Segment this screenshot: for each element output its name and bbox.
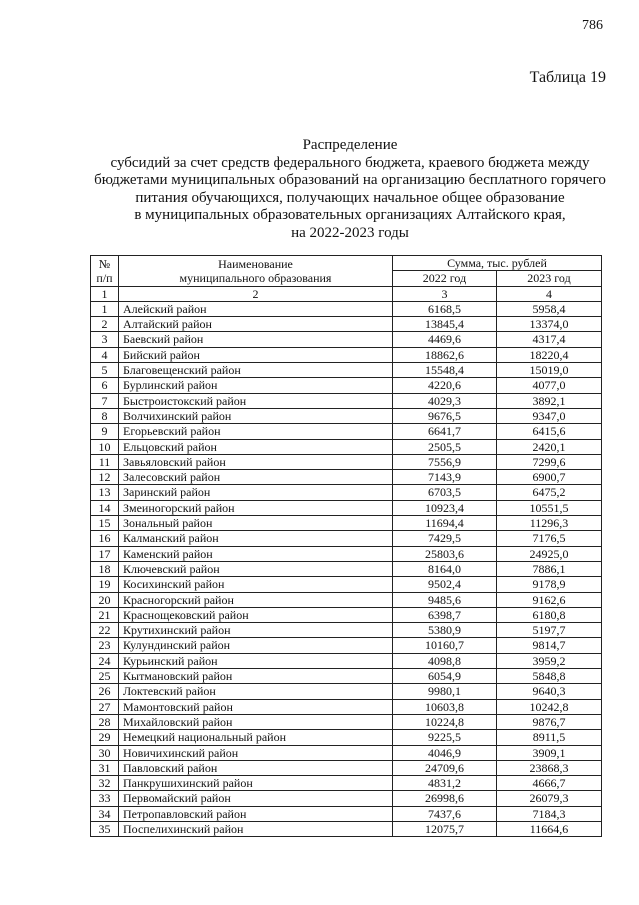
municipality-name: Мамонтовский район bbox=[119, 699, 393, 714]
row-number: 20 bbox=[91, 592, 119, 607]
header-row bbox=[91, 256, 602, 271]
header-num-line1: № bbox=[98, 256, 111, 271]
table-row bbox=[91, 393, 602, 408]
amount-2022: 8164,0 bbox=[393, 561, 497, 576]
municipality-name: Змеиногорский район bbox=[119, 500, 393, 515]
amount-2022: 5380,9 bbox=[393, 623, 497, 638]
table-row bbox=[91, 653, 602, 668]
row-number: 23 bbox=[91, 638, 119, 653]
amount-2023: 5958,4 bbox=[497, 301, 602, 316]
table-row bbox=[91, 424, 602, 439]
table-row bbox=[91, 531, 602, 546]
amount-2023: 23868,3 bbox=[497, 760, 602, 775]
table-row bbox=[91, 561, 602, 576]
amount-2022: 6398,7 bbox=[393, 607, 497, 622]
amount-2023: 3909,1 bbox=[497, 745, 602, 760]
municipality-name: Быстроистокский район bbox=[119, 393, 393, 408]
amount-2022: 15548,4 bbox=[393, 363, 497, 378]
row-number: 22 bbox=[91, 623, 119, 638]
amount-2023: 9178,9 bbox=[497, 577, 602, 592]
amount-2022: 9502,4 bbox=[393, 577, 497, 592]
row-number: 7 bbox=[91, 393, 119, 408]
table-row bbox=[91, 684, 602, 699]
table-row bbox=[91, 577, 602, 592]
row-number: 21 bbox=[91, 607, 119, 622]
header-year-2022: 2022 год bbox=[393, 271, 497, 286]
municipality-name: Михайловский район bbox=[119, 714, 393, 729]
amount-2023: 15019,0 bbox=[497, 363, 602, 378]
row-number: 11 bbox=[91, 454, 119, 469]
table-row bbox=[91, 760, 602, 775]
row-number: 33 bbox=[91, 791, 119, 806]
amount-2023: 8911,5 bbox=[497, 730, 602, 745]
row-number: 2 bbox=[91, 317, 119, 332]
table-row bbox=[91, 607, 602, 622]
row-number: 17 bbox=[91, 546, 119, 561]
amount-2023: 5848,8 bbox=[497, 669, 602, 684]
title-line: субсидий за счет средств федерального бюджета, краевого бюджета между bbox=[110, 154, 590, 171]
amount-2023: 10551,5 bbox=[497, 500, 602, 515]
amount-2023: 9814,7 bbox=[497, 638, 602, 653]
municipality-name: Поспелихинский район bbox=[119, 821, 393, 836]
amount-2022: 4029,3 bbox=[393, 393, 497, 408]
amount-2023: 4077,0 bbox=[497, 378, 602, 393]
row-number: 19 bbox=[91, 577, 119, 592]
column-index: 1 bbox=[91, 286, 119, 301]
table-row bbox=[91, 699, 602, 714]
amount-2023: 11296,3 bbox=[497, 516, 602, 531]
amount-2022: 25803,6 bbox=[393, 546, 497, 561]
amount-2022: 9485,6 bbox=[393, 592, 497, 607]
amount-2022: 2505,5 bbox=[393, 439, 497, 454]
municipality-name: Алтайский район bbox=[119, 317, 393, 332]
document-title bbox=[60, 137, 639, 243]
amount-2023: 9347,0 bbox=[497, 408, 602, 423]
table-row bbox=[91, 776, 602, 791]
table-row bbox=[91, 363, 602, 378]
municipality-name: Немецкий национальный район bbox=[119, 730, 393, 745]
table-row bbox=[91, 301, 602, 316]
header-name bbox=[119, 256, 393, 287]
amount-2022: 4098,8 bbox=[393, 653, 497, 668]
table-row bbox=[91, 730, 602, 745]
municipality-name: Локтевский район bbox=[119, 684, 393, 699]
amount-2023: 18220,4 bbox=[497, 347, 602, 362]
table-row bbox=[91, 791, 602, 806]
amount-2023: 7886,1 bbox=[497, 561, 602, 576]
amount-2022: 9225,5 bbox=[393, 730, 497, 745]
amount-2023: 7176,5 bbox=[497, 531, 602, 546]
row-number: 6 bbox=[91, 378, 119, 393]
column-index: 4 bbox=[497, 286, 602, 301]
municipality-name: Курьинский район bbox=[119, 653, 393, 668]
table-row bbox=[91, 500, 602, 515]
row-number: 34 bbox=[91, 806, 119, 821]
municipality-name: Кулундинский район bbox=[119, 638, 393, 653]
amount-2022: 4046,9 bbox=[393, 745, 497, 760]
amount-2023: 9876,7 bbox=[497, 714, 602, 729]
table-row bbox=[91, 485, 602, 500]
municipality-name: Бурлинский район bbox=[119, 378, 393, 393]
table-row bbox=[91, 454, 602, 469]
amount-2022: 26998,6 bbox=[393, 791, 497, 806]
column-index-row bbox=[91, 286, 602, 301]
municipality-name: Баевский район bbox=[119, 332, 393, 347]
municipality-name: Павловский район bbox=[119, 760, 393, 775]
row-number: 30 bbox=[91, 745, 119, 760]
row-number: 13 bbox=[91, 485, 119, 500]
title-line: бюджетами муниципальных образований на организацию бесплатного горячего bbox=[94, 172, 606, 189]
amount-2023: 6475,2 bbox=[497, 485, 602, 500]
amount-2023: 6180,8 bbox=[497, 607, 602, 622]
amount-2023: 10242,8 bbox=[497, 699, 602, 714]
header-name-line1: Наименование bbox=[218, 256, 293, 271]
title-line: в муниципальных образовательных организациях Алтайского края, bbox=[134, 207, 566, 224]
amount-2022: 10603,8 bbox=[393, 699, 497, 714]
row-number: 24 bbox=[91, 653, 119, 668]
table-row bbox=[91, 332, 602, 347]
title-line: Распределение bbox=[302, 137, 398, 153]
title-line: питания обучающихся, получающих начальное общее образование bbox=[135, 189, 565, 206]
amount-2022: 6703,5 bbox=[393, 485, 497, 500]
amount-2023: 7184,3 bbox=[497, 806, 602, 821]
municipality-name: Петропавловский район bbox=[119, 806, 393, 821]
amount-2023: 3892,1 bbox=[497, 393, 602, 408]
table-row bbox=[91, 821, 602, 836]
amount-2023: 6415,6 bbox=[497, 424, 602, 439]
amount-2023: 9162,6 bbox=[497, 592, 602, 607]
subsidy-table bbox=[90, 255, 602, 837]
row-number: 3 bbox=[91, 332, 119, 347]
amount-2022: 7556,9 bbox=[393, 454, 497, 469]
table-row bbox=[91, 806, 602, 821]
row-number: 12 bbox=[91, 470, 119, 485]
table-row bbox=[91, 714, 602, 729]
municipality-name: Алейский район bbox=[119, 301, 393, 316]
amount-2022: 18862,6 bbox=[393, 347, 497, 362]
table-row bbox=[91, 439, 602, 454]
table-row bbox=[91, 347, 602, 362]
row-number: 5 bbox=[91, 363, 119, 378]
table-row bbox=[91, 516, 602, 531]
row-number: 9 bbox=[91, 424, 119, 439]
amount-2023: 26079,3 bbox=[497, 791, 602, 806]
amount-2022: 6054,9 bbox=[393, 669, 497, 684]
header-name-line2: муниципального образования bbox=[179, 270, 332, 285]
municipality-name: Новичихинский район bbox=[119, 745, 393, 760]
amount-2022: 4831,2 bbox=[393, 776, 497, 791]
amount-2023: 6900,7 bbox=[497, 470, 602, 485]
amount-2022: 24709,6 bbox=[393, 760, 497, 775]
amount-2022: 9980,1 bbox=[393, 684, 497, 699]
row-number: 27 bbox=[91, 699, 119, 714]
row-number: 8 bbox=[91, 408, 119, 423]
municipality-name: Благовещенский район bbox=[119, 363, 393, 378]
row-number: 28 bbox=[91, 714, 119, 729]
amount-2022: 13845,4 bbox=[393, 317, 497, 332]
amount-2022: 12075,7 bbox=[393, 821, 497, 836]
row-number: 16 bbox=[91, 531, 119, 546]
row-number: 18 bbox=[91, 561, 119, 576]
amount-2023: 4666,7 bbox=[497, 776, 602, 791]
municipality-name: Кытмановский район bbox=[119, 669, 393, 684]
table-row bbox=[91, 408, 602, 423]
municipality-name: Ключевский район bbox=[119, 561, 393, 576]
amount-2023: 3959,2 bbox=[497, 653, 602, 668]
header-sum: Сумма, тыс. рублей bbox=[393, 256, 602, 271]
row-number: 26 bbox=[91, 684, 119, 699]
municipality-name: Косихинский район bbox=[119, 577, 393, 592]
table-row bbox=[91, 592, 602, 607]
amount-2022: 7429,5 bbox=[393, 531, 497, 546]
amount-2022: 7143,9 bbox=[393, 470, 497, 485]
municipality-name: Красногорский район bbox=[119, 592, 393, 607]
header-num-line2: п/п bbox=[96, 270, 113, 285]
row-number: 29 bbox=[91, 730, 119, 745]
amount-2022: 6641,7 bbox=[393, 424, 497, 439]
municipality-name: Краснощековский район bbox=[119, 607, 393, 622]
amount-2023: 13374,0 bbox=[497, 317, 602, 332]
amount-2022: 6168,5 bbox=[393, 301, 497, 316]
amount-2023: 9640,3 bbox=[497, 684, 602, 699]
municipality-name: Бийский район bbox=[119, 347, 393, 362]
amount-2022: 7437,6 bbox=[393, 806, 497, 821]
row-number: 4 bbox=[91, 347, 119, 362]
header-year-2023: 2023 год bbox=[497, 271, 602, 286]
row-number: 25 bbox=[91, 669, 119, 684]
table-label: Таблица 19 bbox=[529, 69, 606, 86]
column-index: 2 bbox=[119, 286, 393, 301]
page-number: 786 bbox=[582, 18, 603, 33]
municipality-name: Калманский район bbox=[119, 531, 393, 546]
table-row bbox=[91, 638, 602, 653]
amount-2023: 2420,1 bbox=[497, 439, 602, 454]
municipality-name: Заринский район bbox=[119, 485, 393, 500]
title-line: на 2022-2023 годы bbox=[291, 224, 409, 241]
table-row bbox=[91, 470, 602, 485]
table-row bbox=[91, 378, 602, 393]
row-number: 10 bbox=[91, 439, 119, 454]
municipality-name: Егорьевский район bbox=[119, 424, 393, 439]
municipality-name: Зональный район bbox=[119, 516, 393, 531]
row-number: 15 bbox=[91, 516, 119, 531]
amount-2022: 10224,8 bbox=[393, 714, 497, 729]
amount-2022: 10160,7 bbox=[393, 638, 497, 653]
municipality-name: Ельцовский район bbox=[119, 439, 393, 454]
municipality-name: Завьяловский район bbox=[119, 454, 393, 469]
amount-2023: 4317,4 bbox=[497, 332, 602, 347]
row-number: 14 bbox=[91, 500, 119, 515]
amount-2022: 11694,4 bbox=[393, 516, 497, 531]
amount-2023: 5197,7 bbox=[497, 623, 602, 638]
amount-2022: 10923,4 bbox=[393, 500, 497, 515]
row-number: 1 bbox=[91, 301, 119, 316]
municipality-name: Первомайский район bbox=[119, 791, 393, 806]
table-row bbox=[91, 317, 602, 332]
amount-2023: 24925,0 bbox=[497, 546, 602, 561]
header-num bbox=[91, 256, 119, 287]
amount-2023: 7299,6 bbox=[497, 454, 602, 469]
municipality-name: Волчихинский район bbox=[119, 408, 393, 423]
amount-2022: 4469,6 bbox=[393, 332, 497, 347]
table-row bbox=[91, 745, 602, 760]
amount-2022: 9676,5 bbox=[393, 408, 497, 423]
table-row bbox=[91, 623, 602, 638]
municipality-name: Каменский район bbox=[119, 546, 393, 561]
municipality-name: Залесовский район bbox=[119, 470, 393, 485]
row-number: 32 bbox=[91, 776, 119, 791]
row-number: 31 bbox=[91, 760, 119, 775]
row-number: 35 bbox=[91, 821, 119, 836]
municipality-name: Панкрушихинский район bbox=[119, 776, 393, 791]
table-row bbox=[91, 669, 602, 684]
amount-2022: 4220,6 bbox=[393, 378, 497, 393]
municipality-name: Крутихинский район bbox=[119, 623, 393, 638]
table-row bbox=[91, 546, 602, 561]
amount-2023: 11664,6 bbox=[497, 821, 602, 836]
column-index: 3 bbox=[393, 286, 497, 301]
